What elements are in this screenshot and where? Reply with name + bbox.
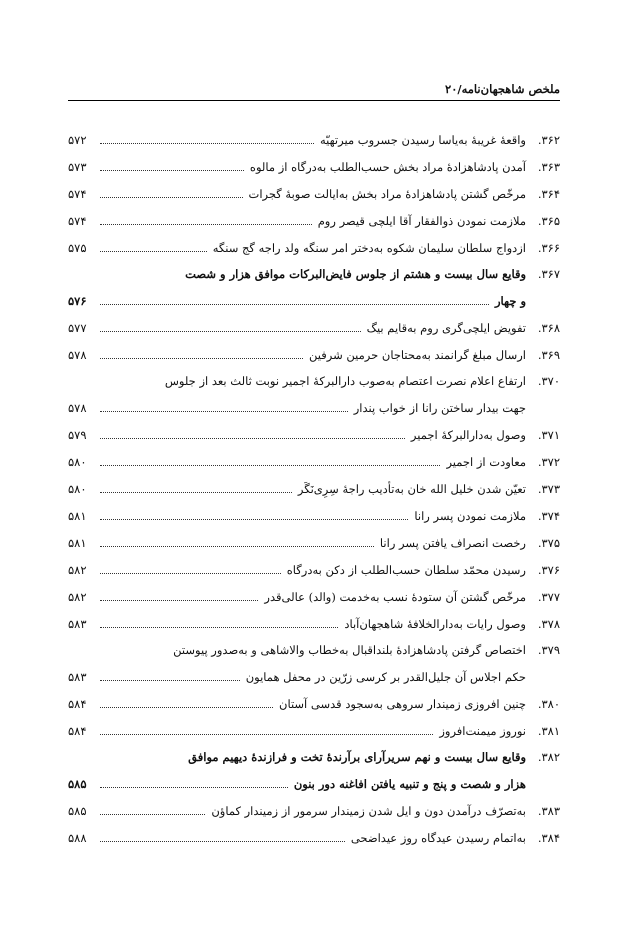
toc-entry (68, 120, 560, 147)
toc-entry-heading (68, 738, 560, 764)
entry-page: ۵۸۰ (68, 455, 87, 469)
entry-page: ۵۸۳ (68, 670, 87, 684)
entry-page: ۵۸۱ (68, 509, 87, 523)
dot-leader (100, 197, 243, 198)
entry-page: ۵۸۵ (68, 804, 87, 818)
dot-leader (100, 627, 338, 628)
entry-page: ۵۷۵ (68, 241, 87, 255)
entry-title: واقعهٔ غریبهٔ به‌یاسا رسیدن جسروب میرتهیّه (320, 133, 526, 147)
entry-title: آمدن پادشاهزادهٔ مراد بخش حسب‌الطلب به‌درگاه از مالوه (249, 160, 526, 174)
toc-entry (68, 442, 560, 469)
entry-page: ۵۷۲ (68, 133, 87, 147)
toc-entry (68, 147, 560, 174)
entry-number: ۳۸۳. (537, 804, 560, 818)
dot-leader (100, 331, 361, 332)
dot-leader (100, 170, 244, 171)
entry-page: ۵۷۳ (68, 160, 87, 174)
toc-entry (68, 604, 560, 631)
entry-number: ۳۶۶. (537, 241, 560, 255)
entry-title: وقایع سال بیست و هشتم از جلوس فایض‌البرکات موافق هزار و شصت (185, 267, 526, 281)
entry-title: اختصاص گرفتن پادشاهزادهٔ بلنداقبال به‌خطاب والاشاهی و به‌صدور پیوستن (173, 643, 526, 657)
entry-number: ۳۶۳. (537, 160, 560, 174)
toc-entry-continuation (68, 388, 560, 415)
dot-leader (100, 411, 348, 412)
entry-title: وصول به‌دارالبرکهٔ اجمیر (410, 428, 526, 442)
entry-number: ۳۷۰. (537, 374, 560, 388)
entry-page: ۵۸۲ (68, 590, 87, 604)
dot-leader (100, 358, 303, 359)
toc-entry (68, 362, 560, 388)
entry-number: ۳۷۱. (537, 428, 560, 442)
entry-number: ۳۷۴. (537, 509, 560, 523)
dot-leader (100, 143, 314, 144)
entry-number: ۳۷۸. (537, 617, 560, 631)
toc-entry (68, 469, 560, 496)
entry-page: ۵۸۸ (68, 831, 87, 845)
dot-leader (100, 573, 281, 574)
entry-number: ۳۶۹. (537, 348, 560, 362)
entry-number: ۳۶۲. (537, 133, 560, 147)
entry-title: تفویض ایلچی‌گری روم به‌قایم بیگ (366, 321, 526, 335)
entry-page: ۵۷۶ (68, 294, 87, 308)
table-of-contents (68, 120, 560, 845)
dot-leader (100, 304, 489, 305)
entry-page: ۵۸۲ (68, 563, 87, 577)
entry-page: ۵۷۸ (68, 348, 87, 362)
dot-leader (100, 251, 207, 252)
entry-title: ارسال مبلغ گرانمند به‌محتاجان حرمین شرفین (309, 348, 526, 362)
dot-leader (100, 787, 288, 788)
toc-entry-continuation (68, 281, 560, 308)
toc-entry-heading (68, 255, 560, 281)
entry-number: ۳۶۷. (537, 267, 560, 281)
toc-entry (68, 791, 560, 818)
entry-number: ۳۷۹. (537, 643, 560, 657)
toc-entry (68, 308, 560, 335)
dot-leader (100, 438, 405, 439)
entry-title: وقایع سال بیست و نهم سریرآرای برآرندهٔ تخت و فرازندهٔ دیهیم موافق (188, 750, 526, 764)
entry-page: ۵۸۳ (68, 617, 87, 631)
dot-leader (100, 600, 258, 601)
entry-number: ۳۸۰. (537, 697, 560, 711)
entry-title: مرخّص گشتن آن ستودهٔ نسب به‌خدمت (والد) عالی‌قدر (264, 590, 526, 604)
toc-entry (68, 201, 560, 228)
toc-entry (68, 174, 560, 201)
entry-number: ۳۷۷. (537, 590, 560, 604)
entry-page: ۵۷۴ (68, 187, 87, 201)
entry-title: تعیّن شدن خلیل الله خان به‌تأدیب راجهٔ سِرِی‌نَگَر (297, 482, 526, 496)
dot-leader (100, 465, 440, 466)
toc-entry (68, 818, 560, 845)
entry-title: نوروز میمنت‌افروز (439, 724, 526, 738)
entry-title: رخصت انصراف یافتن پسر رانا (379, 536, 526, 550)
dot-leader (100, 841, 345, 842)
entry-title: ملازمت نمودن پسر رانا (414, 509, 526, 523)
entry-title: وصول رایات به‌دارالخلافهٔ شاهجهان‌آباد (344, 617, 526, 631)
entry-page: ۵۷۷ (68, 321, 87, 335)
running-head: ملخص شاهجهان‌نامه/۲۰ (445, 82, 560, 96)
entry-number: ۳۷۲. (537, 455, 560, 469)
toc-entry-continuation (68, 657, 560, 684)
entry-title-continued: حکم اجلاس آن جلیل‌القدر بر کرسی زرّین در محفل همایون (245, 670, 526, 684)
toc-entry (68, 631, 560, 657)
entry-number: ۳۶۵. (537, 214, 560, 228)
entry-title: مرخّص گشتن پادشاهزادهٔ مراد بخش به‌ایالت صوبهٔ گجرات (248, 187, 526, 201)
entry-title: به‌اتمام رسیدن عیدگاه روز عیداضحی (350, 831, 526, 845)
toc-entry (68, 711, 560, 738)
toc-entry (68, 335, 560, 362)
toc-entry-continuation (68, 764, 560, 791)
toc-entry (68, 550, 560, 577)
entry-page: ۵۷۹ (68, 428, 87, 442)
entry-number: ۳۷۶. (537, 563, 560, 577)
toc-entry (68, 523, 560, 550)
entry-page: ۵۷۴ (68, 214, 87, 228)
entry-title-continued: هزار و شصت و پنج و تنبیه یافتن افاغنه دور بنون (293, 777, 526, 791)
entry-page: ۵۸۱ (68, 536, 87, 550)
toc-entry (68, 415, 560, 442)
entry-number: ۳۶۴. (537, 187, 560, 201)
entry-page: ۵۸۴ (68, 724, 87, 738)
entry-page: ۵۸۰ (68, 482, 87, 496)
dot-leader (100, 519, 408, 520)
dot-leader (100, 546, 374, 547)
toc-entry (68, 577, 560, 604)
dot-leader (100, 707, 273, 708)
entry-title: رسیدن محمّد سلطان حسب‌الطلب از دکن به‌درگاه (286, 563, 526, 577)
page-header (68, 80, 560, 101)
dot-leader (100, 492, 292, 493)
entry-title: ارتفاع اعلام نصرت اعتصام به‌صوب دارالبرکهٔ اجمیر نوبت ثالث بعد از جلوس (164, 374, 526, 388)
entry-page: ۵۸۴ (68, 697, 87, 711)
entry-title: چنین افروزی زمیندار سروهی به‌سجود قدسی آستان (279, 697, 526, 711)
entry-page: ۵۸۵ (68, 777, 87, 791)
toc-entry (68, 496, 560, 523)
entry-title: ازدواج سلطان سلیمان شکوه به‌دختر امر سنگه ولد راجه گج سنگه (212, 241, 526, 255)
dot-leader (100, 734, 433, 735)
entry-number: ۳۷۵. (537, 536, 560, 550)
entry-title: ملازمت نمودن ذوالفقار آقا ایلچی قیصر روم (317, 214, 526, 228)
entry-page: ۵۷۸ (68, 401, 87, 415)
dot-leader (100, 680, 240, 681)
entry-number: ۳۶۸. (537, 321, 560, 335)
entry-title: معاودت از اجمیر (446, 455, 526, 469)
entry-title-continued: جهت بیدار ساختن رانا از خواب پندار (353, 401, 526, 415)
dot-leader (100, 224, 312, 225)
toc-entry (68, 684, 560, 711)
entry-number: ۳۸۲. (537, 750, 560, 764)
toc-entry (68, 228, 560, 255)
entry-number: ۳۷۳. (537, 482, 560, 496)
dot-leader (100, 814, 205, 815)
entry-title: به‌تصرّف درآمدن دون و ایل شدن زمیندار سرمور از زمیندار کماؤن (211, 804, 526, 818)
entry-number: ۳۸۴. (537, 831, 560, 845)
entry-title-continued: و چهار (494, 294, 526, 308)
entry-number: ۳۸۱. (537, 724, 560, 738)
